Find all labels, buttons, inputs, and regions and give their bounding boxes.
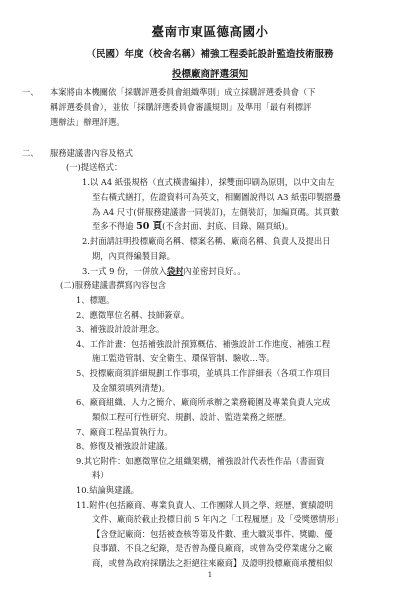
item3-suffix: 內並密封良好。。 [183,266,246,276]
content-item-5-line1: 5、投標廠商須詳細規劃工作事項，並填具工作詳細表（各項工作項目 [76,368,331,378]
item2-line2: 期，內頁得編製目錄。 [92,251,175,261]
content-item-2: 2、應徵單位名稱、技師簽章。 [76,310,190,320]
content-item-11-line5: 商，或曾為政府採購法之拒絕往來廠商】及證明投標廠商承攬相似 [92,558,333,568]
item1-line4-prefix: 至多不得逾 [92,221,137,231]
content-item-8: 8、修復及補強設計建議。 [76,441,173,451]
content-item-6-line2: 類似工程可行性研究、規劃、設計、監造業務之經歷。 [92,412,292,422]
notice-title [0,66,420,80]
page-number: 1 [207,571,213,579]
section1-line2: 稱評選委員會），並依「採購評選委員會審議規則」及準用「最有利標評 [50,102,312,112]
section1-number: 一、 [22,87,39,97]
item1-line1: 1.以 A4 紙張規格（直式橫書編排），採雙面印刷為原則，以中文由左 [82,177,335,187]
item2-line1: 2.封面請註明投標廠商名稱、標案名稱、廠商名稱、負責人及提出日 [82,236,331,246]
content-item-11-line1: 11.附件(包括廠商、專業負責人、工作團隊人員之學、經歷、實績證明 [76,500,334,510]
section1-line3: 選辦法」辦理評選。 [50,117,125,127]
content-item-7: 7、廠商工程品質執行力。 [76,427,173,437]
content-item-4-line1: 4、工作計畫：包括補強設計預算概估、補強設計工作進度、補強工程 [76,339,331,349]
item1-line4 [92,221,293,232]
content-item-1: 1、標題。 [76,295,115,305]
page-limit: 50 頁 [136,221,163,232]
project-title: （民國）年度（校舍名稱）補強工程委託設計監造技術服務 [86,49,334,60]
content-item-10: 10.結論與建議。 [76,485,139,495]
section2-number: 二、 [22,148,39,158]
content-item-11-line2: 文件、廠商於截止投標日前 5 年內之「工程履歷」及「受獎懲情形」 [92,514,344,524]
item1-line2: 至右橫式繕打，佐證資料可為英文，相關圖說得以 A3 紙張印製摺疊 [92,192,341,202]
item3-line [82,266,246,277]
content-item-3: 3、補強設計設計理念。 [76,324,165,334]
content-item-5-line2: 及金額須填列清楚)。 [92,383,170,393]
item1-line3: 為 A4 尺寸(併服務建議書一同裝訂)，左側裝訂，加編頁碼。其頁數 [92,207,340,217]
content-item-6-line1: 6、廠商組織、人力之簡介、廠商所承辦之業務範圍及專業負責人完成 [76,397,331,407]
notice-title-text: 投標廠商評選須知 [171,69,248,80]
content-item-9-line1: 9.其它附件：如應徵單位之組織架構，補強設計代表性作品（書面資 [76,456,325,466]
section1-line1: 本案將由本機關依「採購評選委員會組織準則」成立採購評選委員會（下 [50,87,316,97]
envelope-emphasis: 袋封 [166,266,184,276]
subsection2-label: (二)服務建議書撰寫內容包含 [60,280,167,290]
school-title: 臺南市東區德高國小 [151,24,269,39]
subsection1-label: (一)提送格式： [66,162,123,172]
item3-prefix: 3.一式 9 份，一併放入 [82,266,167,276]
section2-heading: 服務建議書內容及格式 [50,148,133,158]
content-item-11-line4: 良事蹟、不良之紀錄，是否曾為優良廠商，或曾為受停業處分之廠 [92,543,333,553]
content-item-4-line2: 施工監造管制、安全衛生、環保管制、驗收…等。 [92,353,275,363]
content-item-9-line2: 料） [92,470,109,480]
item1-line4-suffix: (不含封面、封底、目錄、隔頁紙)。 [162,221,294,231]
content-item-11-line3: 【含登記廠商：包括被查核等第及件數、重大職災事件、獎勵、優 [92,529,333,539]
